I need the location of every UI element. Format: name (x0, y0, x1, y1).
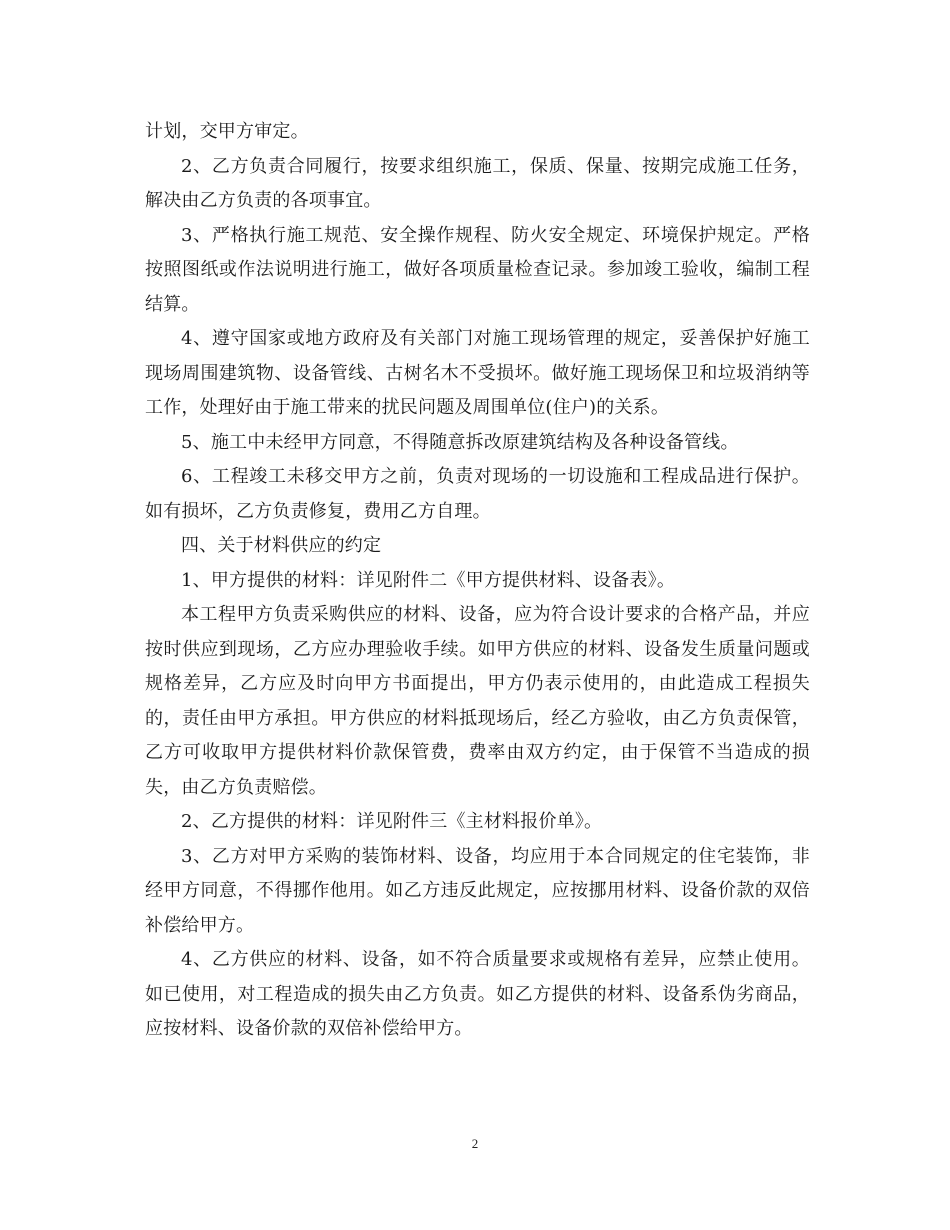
paragraph-materials-4: 4、乙方供应的材料、设备，如不符合质量要求或规格有差异，应禁止使用。如已使用，对工程造成的损失由乙方负责。如乙方提供的材料、设备系伪劣商品，应按材料、设备价款的双倍补偿给甲方。 (145, 949, 810, 1039)
paragraph-materials-2: 2、乙方提供的材料：详见附件三《主材料报价单》。 (181, 811, 603, 832)
paragraph-clause-4: 4、遵守国家或地方政府及有关部门对施工现场管理的规定，妥善保护好施工现场周围建筑物、设备管线、古树名木不受损坏。做好施工现场保卫和垃圾消纳等工作，处理好由于施工带来的扰民问题及周围单位(住户)的关系。 (145, 328, 810, 418)
paragraph-clause-6: 6、工程竣工未移交甲方之前，负责对现场的一切设施和工程成品进行保护。如有损坏，乙方负责修复，费用乙方自理。 (145, 466, 810, 522)
paragraph-clause-5: 5、施工中未经甲方同意，不得随意拆改原建筑结构及各种设备管线。 (181, 431, 739, 453)
document-body (145, 115, 810, 1047)
paragraph-continuation: 计划，交甲方审定。 (145, 121, 309, 142)
paragraph-materials-3: 3、乙方对甲方采购的装饰材料、设备，均应用于本合同规定的住宅装饰，非经甲方同意，不得挪作他用。如乙方违反此规定，应按挪用材料、设备价款的双倍补偿给甲方。 (145, 845, 810, 936)
section-heading-materials: 四、关于材料供应的约定 (181, 535, 382, 556)
paragraph-materials-1: 1、甲方提供的材料：详见附件二《甲方提供材料、设备表》。 (181, 569, 676, 591)
paragraph-materials-detail: 本工程甲方负责采购供应的材料、设备，应为符合设计要求的合格产品，并应按时供应到现场，乙方应办理验收手续。如甲方供应的材料、设备发生质量问题或规格差异，乙方应及时向甲方书面提出，甲方仍表示使用的，由此造成工程损失的，责任由甲方承担。甲方供应的材料抵现场后，经乙方验收，由乙方负责保管，乙方可收取甲方提供材料价款保管费，费率由双方约定，由于保管不当造成的损失，由乙方负责赔偿。 (145, 604, 810, 798)
paragraph-clause-2: 2、乙方负责合同履行，按要求组织施工，保质、保量、按期完成施工任务，解决由乙方负责的各项事宜。 (145, 155, 810, 211)
page-number: 2 (471, 1136, 479, 1151)
paragraph-clause-3: 3、严格执行施工规范、安全操作规程、防火安全规定、环境保护规定。严格按照图纸或作法说明进行施工，做好各项质量检查记录。参加竣工验收，编制工程结算。 (145, 224, 810, 315)
